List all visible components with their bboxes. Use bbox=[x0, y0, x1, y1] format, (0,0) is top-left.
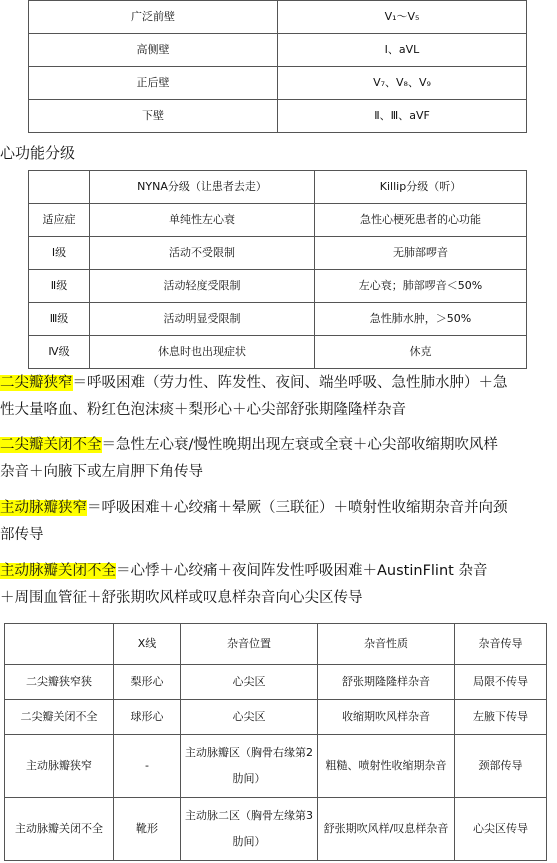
leads-cell: V₇、V₈、V₉ bbox=[278, 67, 527, 100]
murmur-nature-cell: 舒张期吹风样/叹息样杂音 bbox=[318, 798, 455, 861]
table-row bbox=[5, 735, 547, 798]
table-row bbox=[29, 1, 527, 34]
header-cell: X线 bbox=[114, 624, 181, 665]
disease-cell: 主动脉瓣狭窄 bbox=[5, 735, 114, 798]
heart-function-heading: 心功能分级 bbox=[0, 144, 76, 162]
killip-cell: 无肺部啰音 bbox=[315, 237, 527, 270]
murmur-radiation-cell: 颈部传导 bbox=[455, 735, 547, 798]
leads-cell: Ⅱ、Ⅲ、aVF bbox=[278, 100, 527, 133]
header-cell: NYNA分级（让患者去走） bbox=[90, 171, 315, 204]
location-cell: 下壁 bbox=[29, 100, 278, 133]
murmur-nature-cell: 舒张期隆隆样杂音 bbox=[318, 665, 455, 700]
xray-cell: 靴形 bbox=[114, 798, 181, 861]
table-row bbox=[29, 204, 527, 237]
murmur-location-cell: 主动脉瓣区（胸骨右缘第2肋间） bbox=[181, 735, 318, 798]
murmur-radiation-cell: 心尖区传导 bbox=[455, 798, 547, 861]
killip-cell: 休克 bbox=[315, 336, 527, 369]
header-cell: 杂音位置 bbox=[181, 624, 318, 665]
nyha-cell: 活动明显受限制 bbox=[90, 303, 315, 336]
nyha-cell: 活动不受限制 bbox=[90, 237, 315, 270]
highlighted-term: 二尖瓣关闭不全 bbox=[0, 437, 102, 453]
killip-cell: 急性心梗死患者的心功能 bbox=[315, 204, 527, 237]
killip-cell: 急性肺水肿，＞50% bbox=[315, 303, 527, 336]
aortic-stenosis-paragraph bbox=[0, 495, 555, 549]
grade-cell: Ⅱ级 bbox=[29, 270, 90, 303]
table-header-row bbox=[5, 624, 547, 665]
xray-cell: 梨形心 bbox=[114, 665, 181, 700]
xray-cell: 球形心 bbox=[114, 700, 181, 735]
table-row bbox=[5, 665, 547, 700]
location-cell: 正后壁 bbox=[29, 67, 278, 100]
table-row bbox=[29, 67, 527, 100]
paragraph-text: ＝呼吸困难＋心绞痛＋晕厥（三联征）＋喷射性收缩期杂音并向颈 bbox=[87, 500, 508, 516]
table-row bbox=[5, 798, 547, 861]
table-row bbox=[29, 303, 527, 336]
infarct-location-table bbox=[28, 0, 527, 133]
grade-cell: 适应症 bbox=[29, 204, 90, 237]
nyha-cell: 休息时也出现症状 bbox=[90, 336, 315, 369]
header-cell bbox=[29, 171, 90, 204]
table-row bbox=[29, 237, 527, 270]
paragraph-text: 性大量咯血、粉红色泡沫痰＋梨形心＋心尖部舒张期隆隆样杂音 bbox=[0, 402, 406, 418]
disease-cell: 二尖瓣关闭不全 bbox=[5, 700, 114, 735]
murmur-location-cell: 主动脉二区（胸骨左缘第3肋间） bbox=[181, 798, 318, 861]
murmur-radiation-cell: 左腋下传导 bbox=[455, 700, 547, 735]
location-cell: 高侧壁 bbox=[29, 34, 278, 67]
table-row bbox=[29, 336, 527, 369]
nyha-cell: 活动轻度受限制 bbox=[90, 270, 315, 303]
location-cell: 广泛前壁 bbox=[29, 1, 278, 34]
header-cell: 杂音传导 bbox=[455, 624, 547, 665]
table-header-row bbox=[29, 171, 527, 204]
valve-disease-table bbox=[4, 623, 547, 861]
highlighted-term: 主动脉瓣关闭不全 bbox=[0, 563, 116, 579]
paragraph-text: 杂音＋向腋下或左肩胛下角传导 bbox=[0, 464, 203, 480]
table-row bbox=[29, 270, 527, 303]
header-cell bbox=[5, 624, 114, 665]
mitral-stenosis-paragraph bbox=[0, 370, 555, 424]
murmur-nature-cell: 粗糙、喷射性收缩期杂音 bbox=[318, 735, 455, 798]
paragraph-text: ＝呼吸困难（劳力性、阵发性、夜间、端坐呼吸、急性肺水肿）＋急 bbox=[72, 375, 508, 391]
highlighted-term: 主动脉瓣狭窄 bbox=[0, 500, 87, 516]
murmur-location-cell: 心尖区 bbox=[181, 700, 318, 735]
highlighted-term: 二尖瓣狭窄 bbox=[0, 375, 73, 391]
table-row bbox=[5, 700, 547, 735]
grade-cell: Ⅲ级 bbox=[29, 303, 90, 336]
killip-cell: 左心衰；肺部啰音＜50% bbox=[315, 270, 527, 303]
table-row bbox=[29, 34, 527, 67]
grade-cell: Ⅰ级 bbox=[29, 237, 90, 270]
murmur-nature-cell: 收缩期吹风样杂音 bbox=[318, 700, 455, 735]
murmur-location-cell: 心尖区 bbox=[181, 665, 318, 700]
paragraph-text: ＝心悸＋心绞痛＋夜间阵发性呼吸困难＋AustinFlint 杂音 bbox=[116, 563, 488, 579]
murmur-radiation-cell: 局限不传导 bbox=[455, 665, 547, 700]
aortic-regurgitation-paragraph bbox=[0, 558, 555, 612]
disease-cell: 主动脉瓣关闭不全 bbox=[5, 798, 114, 861]
disease-cell: 二尖瓣狭窄狭 bbox=[5, 665, 114, 700]
paragraph-text: ＋周围血管征＋舒张期吹风样或叹息样杂音向心尖区传导 bbox=[0, 590, 363, 606]
paragraph-text: ＝急性左心衰/慢性晚期出现左衰或全衰＋心尖部收缩期吹风样 bbox=[101, 437, 498, 453]
header-cell: 杂音性质 bbox=[318, 624, 455, 665]
leads-cell: V₁～V₅ bbox=[278, 1, 527, 34]
leads-cell: Ⅰ、aVL bbox=[278, 34, 527, 67]
table-row bbox=[29, 100, 527, 133]
paragraph-text: 部传导 bbox=[0, 527, 44, 543]
grade-cell: Ⅳ级 bbox=[29, 336, 90, 369]
xray-cell: - bbox=[114, 735, 181, 798]
mitral-regurgitation-paragraph bbox=[0, 432, 555, 486]
header-cell: Killip分级（听） bbox=[315, 171, 527, 204]
nyha-cell: 单纯性左心衰 bbox=[90, 204, 315, 237]
heart-function-grading-table bbox=[28, 170, 527, 369]
